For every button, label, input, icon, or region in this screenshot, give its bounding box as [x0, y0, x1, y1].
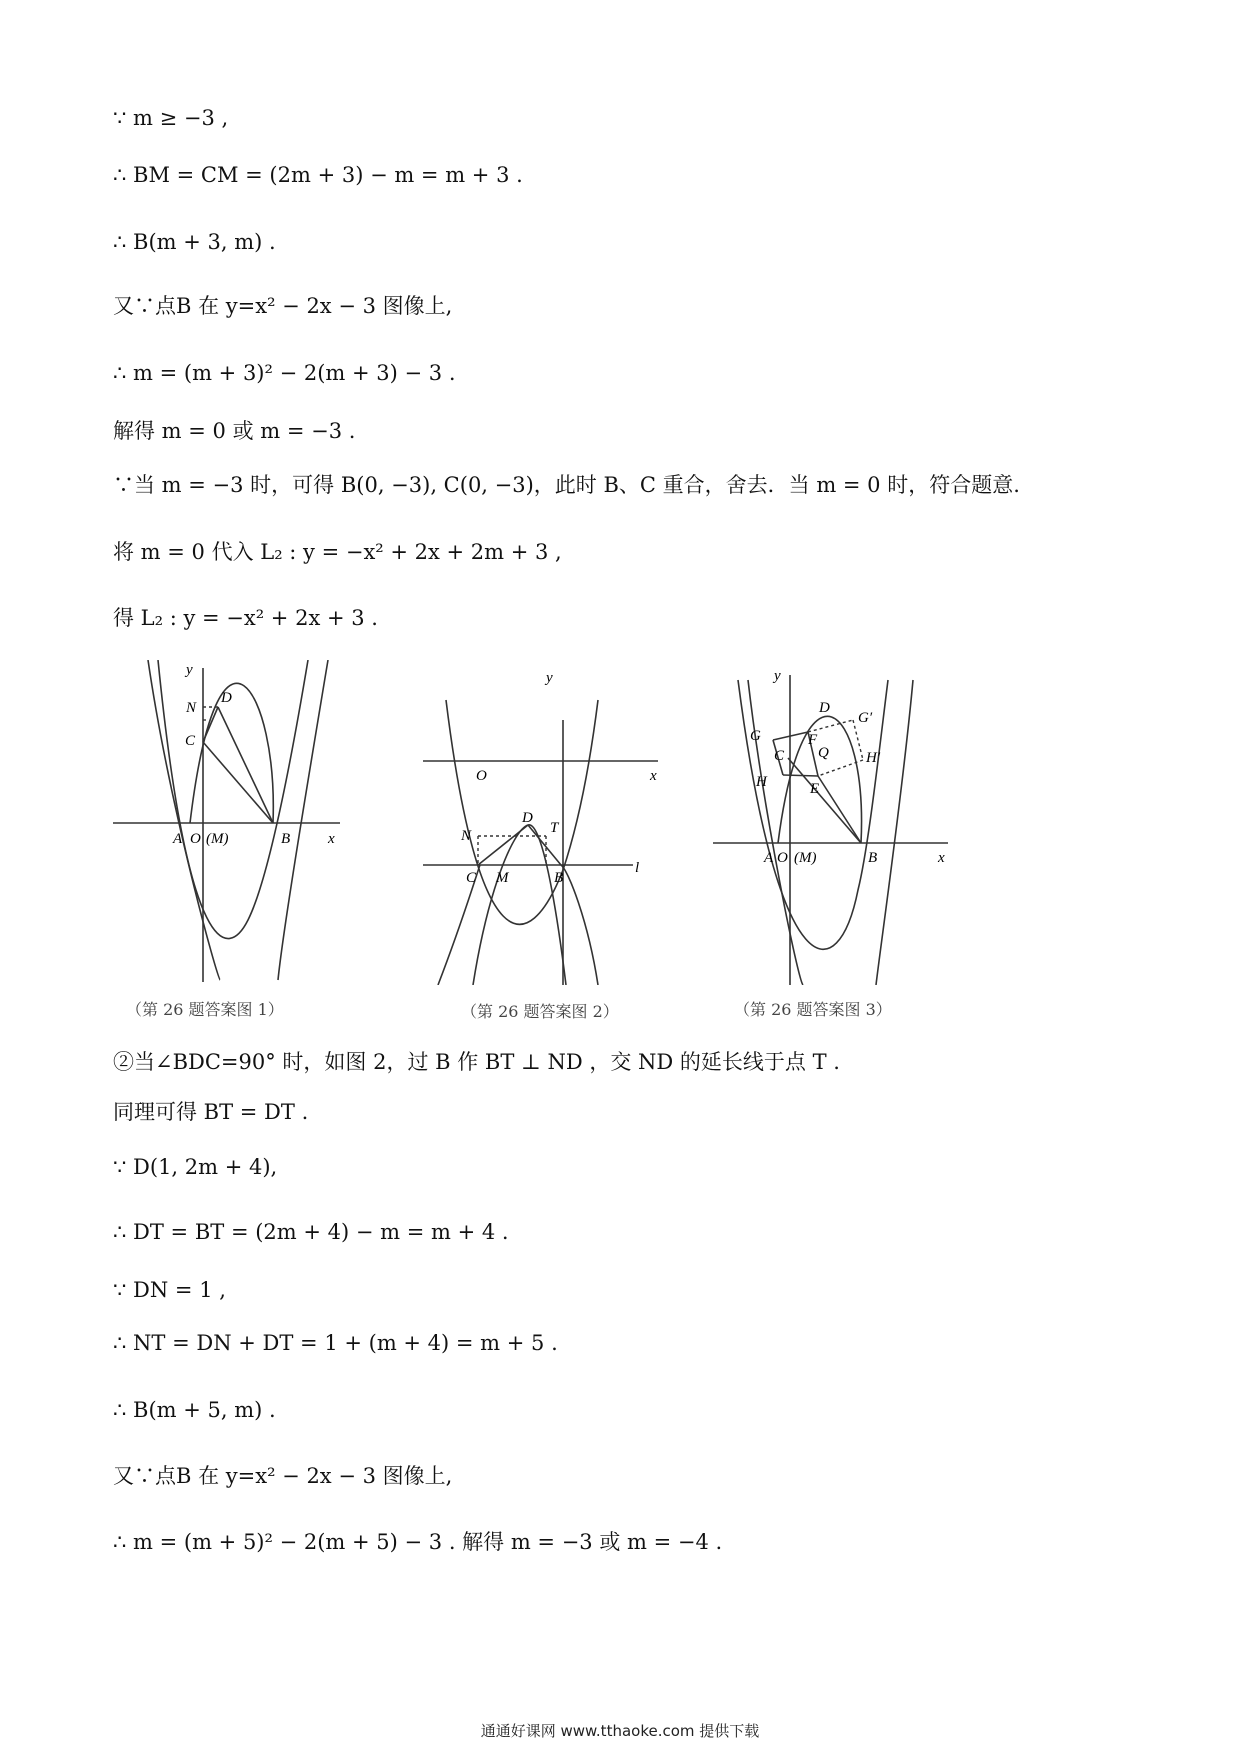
fig1-label-D: D: [221, 690, 232, 706]
step-line-1: ∵ m ≥ −3 ,: [113, 106, 229, 130]
fig3-label-y: y: [774, 668, 781, 684]
fig1-label-y: y: [186, 662, 193, 678]
step-line-4: 又∵点B 在 y=x² − 2x − 3 图像上,: [113, 294, 453, 318]
step-line-7: ∵当 m = −3 时，可得 B(0, −3), C(0, −3)，此时 B、C 重合，舍去．当 m = 0 时，符合题意.: [113, 473, 1020, 497]
fig2-label-C: C: [466, 870, 477, 886]
case2-line-6: ∴ NT = DN + DT = 1 + (m + 4) = m + 5 .: [113, 1331, 558, 1355]
fig2-label-B: B: [554, 870, 564, 886]
figure-1-diagram: [108, 660, 358, 985]
fig3-label-x: x: [938, 850, 945, 866]
fig3-label-H: H: [756, 774, 767, 790]
fig3-label-Q: Q: [818, 745, 829, 761]
answer-figures: [108, 660, 968, 1020]
fig3-label-E: E: [810, 781, 820, 797]
fig3-label-Gp: G′: [858, 710, 873, 726]
case2-line-1: ②当∠BDC=90° 时，如图 2，过 B 作 BT ⊥ ND ，交 ND 的延长线于点 T .: [113, 1050, 840, 1074]
fig1-label-O: O: [190, 831, 201, 847]
figure-1-caption: （第 26 题答案图 1）: [126, 1000, 284, 1019]
step-line-8: 将 m = 0 代入 L₂ : y = −x² + 2x + 2m + 3 ,: [113, 540, 562, 564]
case2-line-4: ∴ DT = BT = (2m + 4) − m = m + 4 .: [113, 1220, 509, 1244]
step-line-6: 解得 m = 0 或 m = −3 .: [113, 419, 356, 443]
step-line-2: ∴ BM = CM = (2m + 3) − m = m + 3 .: [113, 163, 523, 187]
figure-2-diagram: [418, 660, 683, 985]
fig3-label-Hp: H′: [866, 750, 881, 766]
step-line-5: ∴ m = (m + 3)² − 2(m + 3) − 3 .: [113, 361, 456, 385]
case2-line-7: ∴ B(m + 5, m) .: [113, 1398, 276, 1422]
fig1-label-A: A: [173, 831, 183, 847]
fig3-label-B: B: [868, 850, 878, 866]
fig2-label-y: y: [546, 670, 553, 686]
fig2-label-D: D: [522, 810, 533, 826]
figure-3-caption: （第 26 题答案图 3）: [734, 1000, 892, 1019]
case2-line-2: 同理可得 BT = DT .: [113, 1100, 309, 1124]
fig1-label-C: C: [185, 733, 196, 749]
fig2-label-x: x: [650, 768, 657, 784]
fig2-label-O: O: [476, 768, 487, 784]
step-line-9: 得 L₂ : y = −x² + 2x + 3 .: [113, 606, 378, 630]
fig2-label-T: T: [550, 820, 559, 836]
fig2-label-M: M: [496, 870, 509, 886]
case2-line-5: ∵ DN = 1 ,: [113, 1278, 226, 1302]
fig3-label-C: C: [774, 748, 785, 764]
fig3-label-A: A: [764, 850, 774, 866]
figure-3-diagram: [708, 660, 968, 985]
step-line-3: ∴ B(m + 3, m) .: [113, 230, 276, 254]
fig1-label-x: x: [328, 831, 335, 847]
fig2-label-N: N: [461, 828, 472, 844]
fig1-label-B: B: [281, 831, 291, 847]
case2-line-9: ∴ m = (m + 5)² − 2(m + 5) − 3 . 解得 m = −3 或 m = −4 .: [113, 1530, 723, 1554]
case2-line-8: 又∵点B 在 y=x² − 2x − 3 图像上,: [113, 1464, 453, 1488]
case2-line-3: ∵ D(1, 2m + 4),: [113, 1155, 278, 1179]
fig1-label-N: N: [186, 700, 197, 716]
fig3-label-D: D: [819, 700, 830, 716]
fig3-label-F: F: [808, 732, 818, 748]
page-footer: 通通好课网 www.tthaoke.com 提供下载: [480, 1722, 760, 1740]
fig3-label-G: G: [750, 728, 761, 744]
fig2-label-l: l: [635, 860, 640, 876]
fig1-label-M: (M): [206, 831, 229, 847]
figure-2-caption: （第 26 题答案图 2）: [461, 1002, 619, 1021]
fig3-label-M: (M): [794, 850, 817, 866]
fig3-label-O: O: [777, 850, 788, 866]
